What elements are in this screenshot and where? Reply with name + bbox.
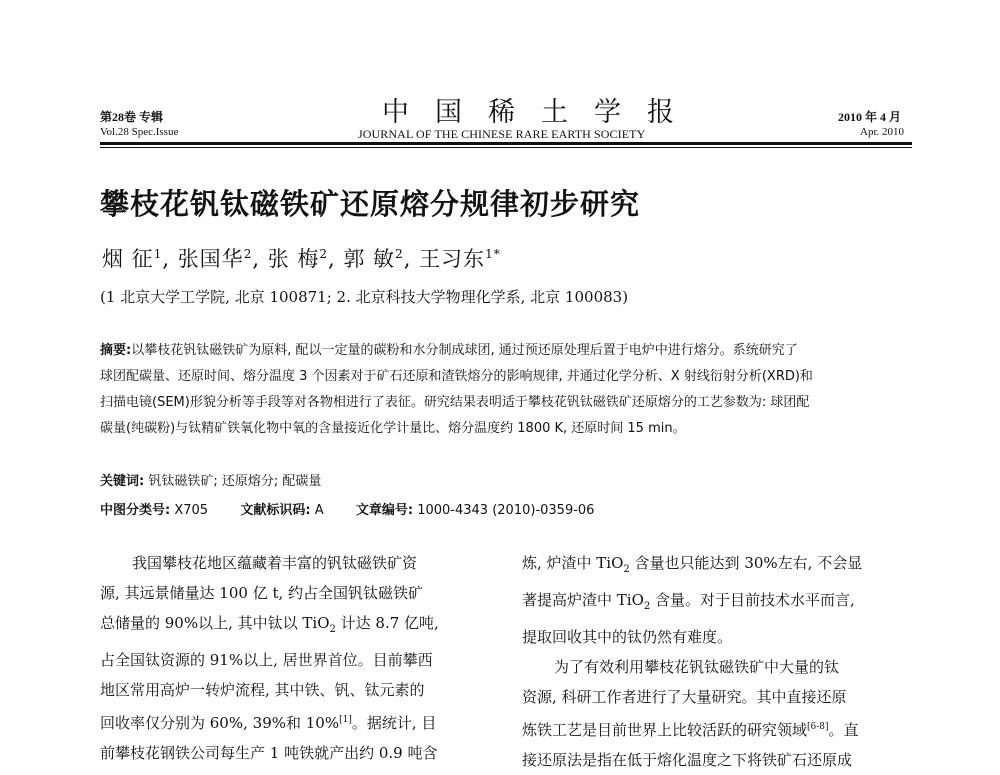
citation-ref: [6-8] [807,722,829,732]
journal-title-en: JOURNAL OF THE CHINESE RARE EARTH SOCIETY [358,127,646,141]
body-line: 提取回收其中的钛仍然有难度。 [522,628,733,646]
abstract-line: 碳量(纯碳粉)与钛精矿铁氧化物中氧的含量接近化学计量比、熔分温度约 1800 K, 还原时间 15 min。 [100,421,686,436]
body-line: 炼铁工艺是目前世界上比较活跃的研究领域[6-8]。直 [522,721,859,739]
article-id-label: 文章编号: [355,503,414,518]
body-column-right [522,548,914,775]
body-column-left [100,548,485,768]
issue-date-cn: 2010 年 4 月 [838,110,902,124]
author-affil-mark: 1* [485,247,501,261]
body-line: 著提高炉渣中 TiO$_2$ 含量。对于目前技术水平而言, [522,591,855,612]
body-line: 回收率仅分别为 60%, 39%和 10%[1]。据统计, 目 [100,714,437,732]
body-line: 占全国钛资源的 91%以上, 居世界首位。目前攀西 [100,651,433,669]
volume-issue-cn: 第28卷 专辑 [100,110,164,124]
author-list [102,243,501,273]
keywords [100,470,321,489]
body-line: 前攀枝花钢铁公司每生产 1 吨铁就产出约 0.9 吨含 [100,744,438,762]
keywords-label: 关键词: [100,474,145,489]
volume-issue-en: Vol.28 Spec.Issue [100,126,179,138]
body-line: 总储量的 90%以上, 其中钛以 TiO$_2$ 计达 8.7 亿吨, [100,614,439,635]
abstract-line: 摘要:以攀枝花钒钛磁铁矿为原料, 配以一定量的碳粉和水分制成球团, 通过预还原处理后置于电炉中进行熔分。系统研究了 [100,343,798,358]
author-name: 张 梅 [267,247,320,271]
body-line: 资源, 科研工作者进行了大量研究。其中直接还原 [522,688,847,706]
author-separator: , [162,247,178,271]
article-id-value: 1000-4343 (2010)-0359-06 [417,503,595,518]
keywords-text: 钒钛磁铁矿; 还原熔分; 配碳量 [148,474,322,489]
abstract-label: 摘要: [100,343,132,358]
doc-code-value: A [314,503,324,518]
affiliation: (1 北京大学工学院, 北京 100871; 2. 北京科技大学物理化学系, 北京 100083) [100,288,629,306]
body-line: 地区常用高炉一转炉流程, 其中铁、钒、钛元素的 [100,681,425,699]
body-line: 我国攀枝花地区蕴藏着丰富的钒钛磁铁矿资 [132,554,418,572]
article-title: 攀枝花钒钛磁铁矿还原熔分规律初步研究 [100,187,641,221]
author-name: 烟 征 [102,247,154,271]
author-name: 王习东 [419,247,486,271]
author-name: 张国华 [177,247,244,271]
header-rule-thin [100,147,912,148]
clc-value: X705 [174,503,209,518]
body-line: 为了有效利用攀枝花钒钛磁铁矿中大量的钛 [554,658,840,676]
issue-date-en: Apr. 2010 [860,126,904,138]
author-affil-mark: 1 [153,247,163,261]
author-affil-mark: 2 [243,247,253,261]
author-affil-mark: 2 [319,247,329,261]
author-affil-mark: 2 [395,247,404,261]
body-line: 源, 其远景储量达 100 亿 t, 约占全国钒钛磁铁矿 [100,584,424,602]
author-separator: , [328,247,344,271]
classification-line [100,499,594,518]
abstract-line: 球团配碳量、还原时间、熔分温度 3 个因素对于矿石还原和渣铁熔分的影响规律, 并通过化学分析、X 射线衍射分析(XRD)和 [100,369,813,384]
journal-title-cn: 中国稀土学报 [382,97,700,128]
body-line: 接还原法是指在低于熔化温度之下将铁矿石还原成 [522,751,853,769]
author-separator: , [403,247,420,271]
citation-ref: [1] [339,715,352,725]
abstract [100,338,915,442]
body-line: 炼, 炉渣中 TiO$_2$ 含量也只能达到 30%左右, 不会显 [522,554,863,575]
header-rule-thick [100,142,912,145]
abstract-line: 扫描电镜(SEM)形貌分析等手段等对各物相进行了表征。研究结果表明适于攀枝花钒钛磁铁矿还原熔分的工艺参数为: 球团配 [100,395,810,410]
doc-code-label: 文献标识码: [240,503,311,518]
clc-label: 中图分类号: [100,503,171,518]
author-separator: , [252,247,268,271]
author-name: 郭 敏 [343,247,396,271]
